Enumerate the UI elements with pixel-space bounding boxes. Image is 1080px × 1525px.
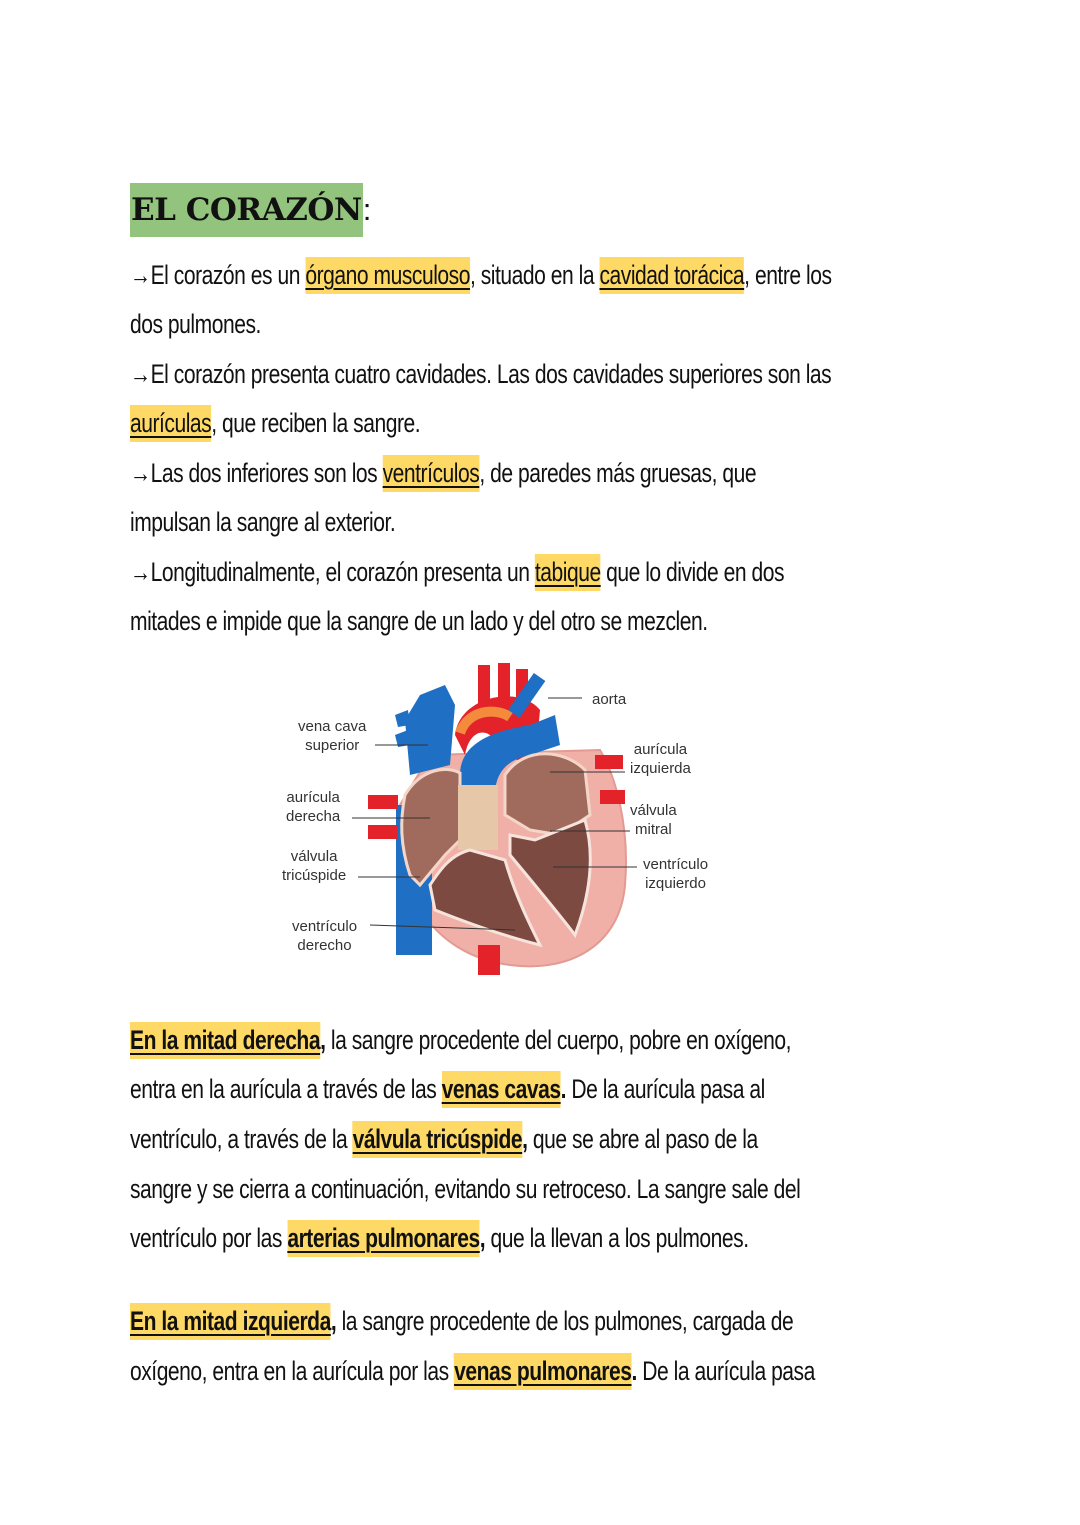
text: , (320, 1025, 326, 1055)
text: ventrículo por las (130, 1223, 288, 1253)
intro-line-1 (130, 256, 832, 294)
intro-line-5 (130, 454, 756, 492)
text: . (631, 1356, 637, 1386)
term-highlight: arterias pulmonares (287, 1220, 479, 1257)
intro-line-8: mitades e impide que la sangre de un lado y del otro se mezclen. (130, 606, 708, 636)
intro-line-7 (130, 553, 784, 591)
label-line: aurícula (286, 789, 340, 806)
label-line: tricúspide (282, 867, 347, 884)
label-line: mitral (635, 821, 672, 838)
intro-line-6: impulsan la sangre al exterior. (130, 507, 396, 537)
right-half-line-4: sangre y se cierra a continuación, evitando su retroceso. La sangre sale del (130, 1174, 801, 1204)
label-line: ventrículo (292, 918, 358, 935)
label-line: superior (305, 737, 360, 754)
label-auricula-derecha (286, 788, 340, 826)
text: que lo divide en dos (600, 557, 785, 587)
right-half-line-2 (130, 1070, 765, 1108)
term-highlight: aurículas (130, 405, 211, 442)
text: , que reciben la sangre. (211, 408, 421, 438)
term-highlight: venas pulmonares (454, 1353, 631, 1390)
text: →Longitudinalmente, el corazón presenta un (130, 557, 535, 587)
text: , (330, 1306, 337, 1336)
term-highlight: En la mitad derecha (130, 1022, 320, 1059)
label-vena-cava-superior (298, 717, 366, 755)
label-valvula-mitral (630, 801, 677, 839)
left-half-line-1 (130, 1302, 793, 1340)
label-line: izquierdo (645, 875, 706, 892)
text: oxígeno, entra en la aurícula por las (130, 1356, 455, 1386)
text: , situado en la (469, 260, 600, 290)
title-highlight: EL CORAZÓN (130, 183, 363, 237)
term-highlight: En la mitad izquierda (130, 1303, 331, 1340)
page-title (130, 183, 371, 237)
right-half-line-3 (130, 1120, 758, 1158)
right-half-line-5 (130, 1219, 749, 1257)
label-line: derecha (286, 808, 341, 825)
intro-line-2: dos pulmones. (130, 309, 261, 339)
label-aorta: aorta (592, 691, 627, 708)
label-line: derecho (297, 937, 352, 954)
text: , (522, 1124, 528, 1154)
text: , entre los (744, 260, 832, 290)
intro-line-4 (130, 404, 420, 442)
text: →El corazón es un (130, 260, 306, 290)
intro-line-3: →El corazón presenta cuatro cavidades. Las dos cavidades superiores son las (130, 359, 832, 389)
text: , de paredes más gruesas, que (479, 458, 757, 488)
text: entra en la aurícula a través de las (130, 1074, 442, 1104)
text: . (560, 1074, 567, 1104)
text: que se abre al paso de la (527, 1124, 758, 1154)
label-line: izquierda (630, 760, 691, 777)
term-highlight: órgano musculoso (305, 257, 470, 294)
label-valvula-tricuspide (282, 847, 346, 885)
term-highlight: venas cavas (442, 1071, 561, 1108)
label-ventriculo-derecho (292, 917, 357, 955)
text: De la aurícula pasa (636, 1356, 815, 1386)
term-highlight: cavidad torácica (599, 257, 744, 294)
label-line: válvula (290, 848, 338, 865)
text: De la aurícula pasa al (566, 1074, 765, 1104)
heart-diagram (270, 655, 750, 985)
text: la sangre procedente del cuerpo, pobre en oxígeno, (325, 1025, 792, 1055)
label-line: vena cava (298, 718, 367, 735)
text: la sangre procedente de los pulmones, cargada de (336, 1306, 794, 1336)
title-colon: : (362, 192, 371, 227)
label-auricula-izquierda (630, 740, 691, 778)
label-ventriculo-izquierdo (643, 855, 708, 893)
right-half-line-1 (130, 1021, 791, 1059)
term-highlight: tabique (535, 554, 601, 591)
text: ventrículo, a través de la (130, 1124, 353, 1154)
text: →Las dos inferiores son los (130, 458, 383, 488)
label-line: válvula (630, 802, 677, 819)
label-line: aurícula (633, 741, 688, 758)
text: que la llevan a los pulmones. (485, 1223, 749, 1253)
term-highlight: ventrículos (383, 455, 480, 492)
label-line: ventrículo (643, 856, 709, 873)
text: , (479, 1223, 486, 1253)
left-half-line-2 (130, 1352, 815, 1390)
term-highlight: válvula tricúspide (353, 1121, 522, 1158)
